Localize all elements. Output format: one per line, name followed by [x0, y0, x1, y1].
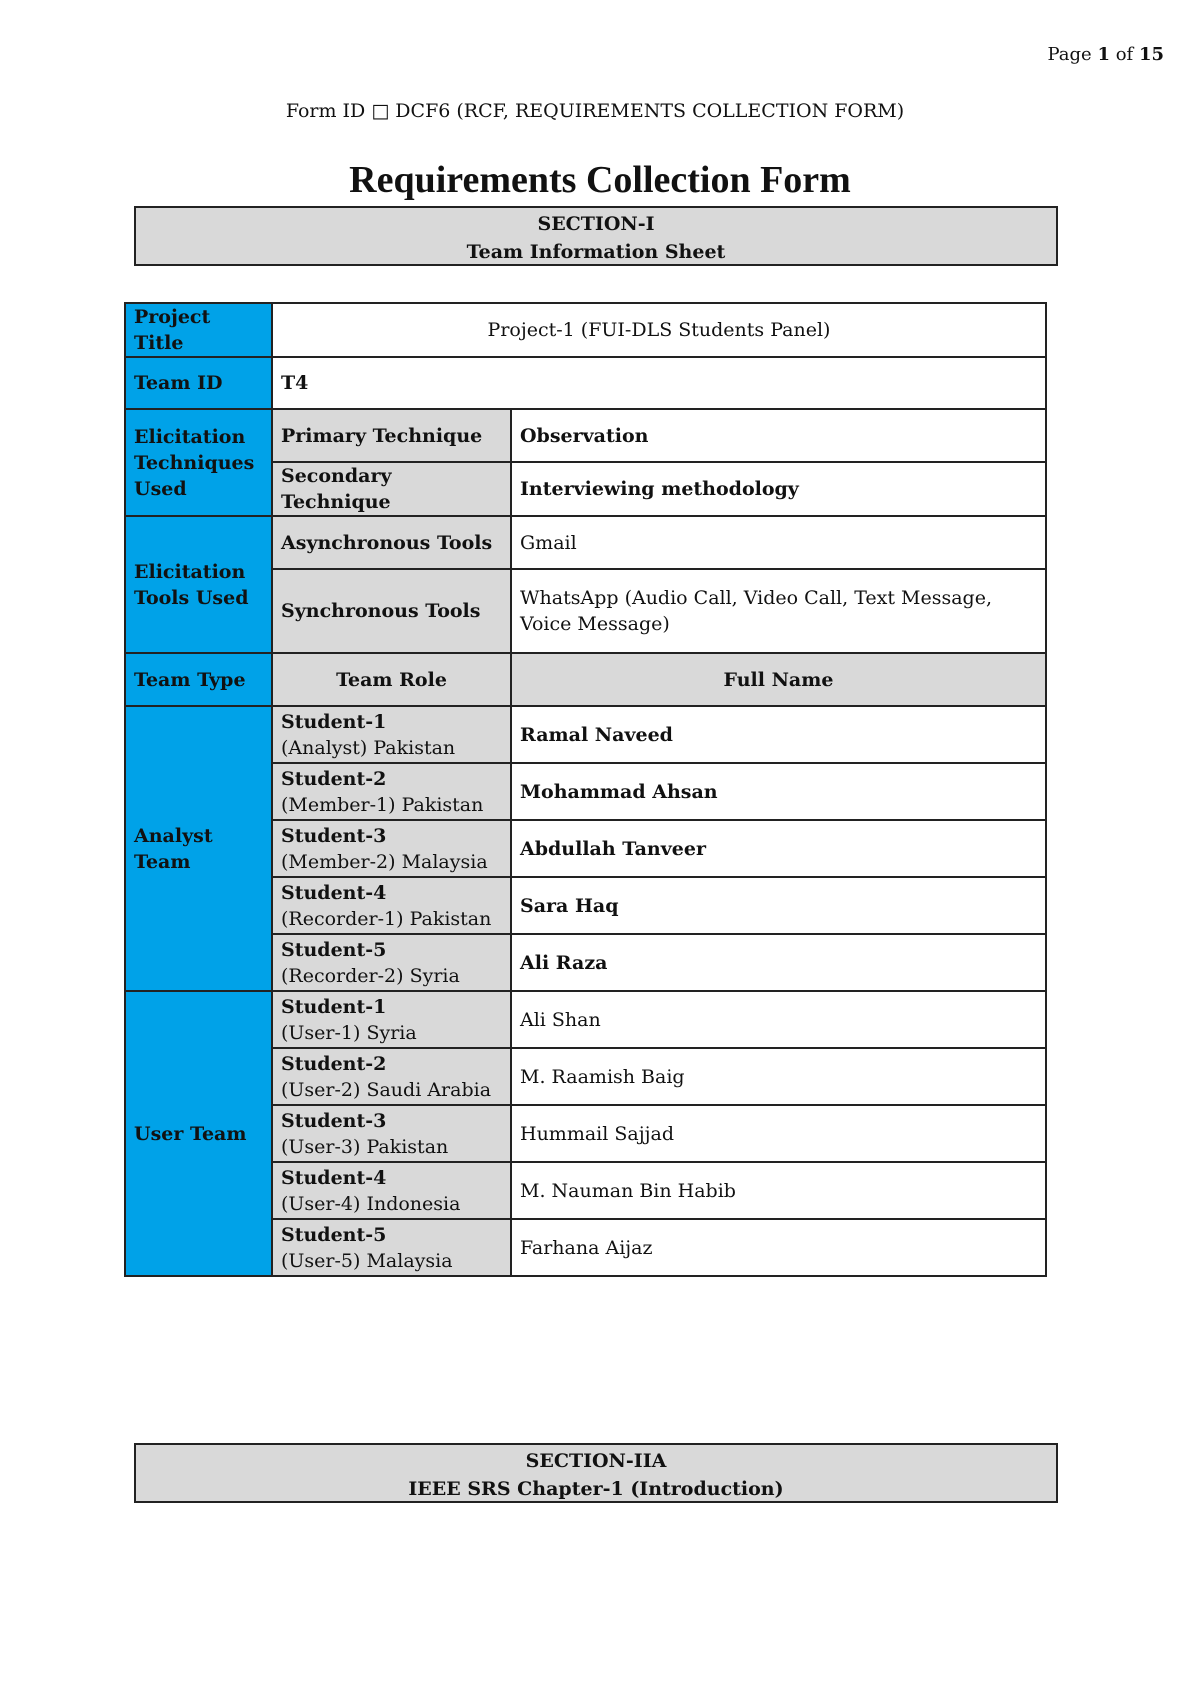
analyst-team-label: Analyst Team	[125, 706, 272, 991]
student-role: (Recorder-1) Pakistan	[281, 907, 492, 930]
student-role: (User-3) Pakistan	[281, 1135, 449, 1158]
page-number	[1047, 44, 1164, 65]
form-id: Form ID □ DCF6 (RCF, REQUIREMENTS COLLECTION FORM)	[285, 100, 905, 122]
team-role-cell	[272, 706, 511, 763]
student-label: Student-3	[281, 1109, 387, 1132]
page-label: Page	[1047, 44, 1092, 65]
async-tools-label: Asynchronous Tools	[272, 516, 511, 569]
full-name-cell: Farhana Aijaz	[511, 1219, 1046, 1276]
document-title: Requirements Collection Form	[349, 159, 851, 201]
table-row	[125, 706, 1046, 763]
student-label: Student-1	[281, 710, 387, 733]
team-role-cell	[272, 934, 511, 991]
full-name-header: Full Name	[511, 653, 1046, 706]
section-1-name: SECTION-I	[537, 213, 655, 235]
table-row	[125, 516, 1046, 569]
student-label: Student-4	[281, 881, 387, 904]
table-row	[125, 303, 1046, 357]
student-label: Student-5	[281, 938, 387, 961]
project-title-label: Project Title	[125, 303, 272, 357]
student-role: (User-2) Saudi Arabia	[281, 1078, 492, 1101]
team-role-cell	[272, 1105, 511, 1162]
table-header-row	[125, 653, 1046, 706]
student-label: Student-3	[281, 824, 387, 847]
elicitation-techniques-label: Elicitation Techniques Used	[125, 409, 272, 516]
team-role-cell	[272, 820, 511, 877]
section-1-subtitle: Team Information Sheet	[466, 241, 726, 263]
team-role-cell	[272, 763, 511, 820]
section-2a-subtitle: IEEE SRS Chapter-1 (Introduction)	[408, 1478, 784, 1500]
user-team-label: User Team	[125, 991, 272, 1276]
team-information-table	[124, 302, 1047, 1277]
full-name-cell: Ramal Naveed	[511, 706, 1046, 763]
student-role: (Analyst) Pakistan	[281, 736, 456, 759]
table-row	[125, 991, 1046, 1048]
table-row	[125, 357, 1046, 409]
student-label: Student-4	[281, 1166, 387, 1189]
student-role: (User-4) Indonesia	[281, 1192, 461, 1215]
project-title-value: Project-1 (FUI-DLS Students Panel)	[272, 303, 1046, 357]
student-role: (Member-1) Pakistan	[281, 793, 484, 816]
section-2a-name: SECTION-IIA	[525, 1450, 667, 1472]
full-name-cell: Abdullah Tanveer	[511, 820, 1046, 877]
primary-technique-label: Primary Technique	[272, 409, 511, 462]
team-role-cell	[272, 991, 511, 1048]
full-name-cell: Ali Raza	[511, 934, 1046, 991]
team-id-value: T4	[272, 357, 1046, 409]
full-name-cell: Mohammad Ahsan	[511, 763, 1046, 820]
full-name-cell: Ali Shan	[511, 991, 1046, 1048]
student-role: (User-5) Malaysia	[281, 1249, 453, 1272]
page-current: 1	[1097, 44, 1110, 65]
elicitation-tools-label: Elicitation Tools Used	[125, 516, 272, 653]
async-tools-value: Gmail	[511, 516, 1046, 569]
student-role: (Member-2) Malaysia	[281, 850, 488, 873]
sync-tools-label: Synchronous Tools	[272, 569, 511, 653]
student-label: Student-5	[281, 1223, 387, 1246]
full-name-cell: M. Nauman Bin Habib	[511, 1162, 1046, 1219]
student-label: Student-1	[281, 995, 387, 1018]
student-label: Student-2	[281, 1052, 387, 1075]
team-type-header: Team Type	[125, 653, 272, 706]
team-role-cell	[272, 877, 511, 934]
team-role-header: Team Role	[272, 653, 511, 706]
team-role-cell	[272, 1048, 511, 1105]
student-role: (User-1) Syria	[281, 1021, 417, 1044]
team-role-cell	[272, 1162, 511, 1219]
team-role-cell	[272, 1219, 511, 1276]
full-name-cell: Hummail Sajjad	[511, 1105, 1046, 1162]
sync-tools-value: WhatsApp (Audio Call, Video Call, Text Message, Voice Message)	[511, 569, 1046, 653]
full-name-cell: M. Raamish Baig	[511, 1048, 1046, 1105]
student-label: Student-2	[281, 767, 387, 790]
full-name-cell: Sara Haq	[511, 877, 1046, 934]
primary-technique-value: Observation	[511, 409, 1046, 462]
student-role: (Recorder-2) Syria	[281, 964, 460, 987]
section-1-header	[134, 206, 1058, 266]
secondary-technique-label: Secondary Technique	[272, 462, 511, 516]
section-2a-header	[134, 1443, 1058, 1503]
page-total: 15	[1138, 44, 1164, 65]
secondary-technique-value: Interviewing methodology	[511, 462, 1046, 516]
team-id-label: Team ID	[125, 357, 272, 409]
page-of: of	[1115, 44, 1134, 65]
table-row	[125, 409, 1046, 462]
